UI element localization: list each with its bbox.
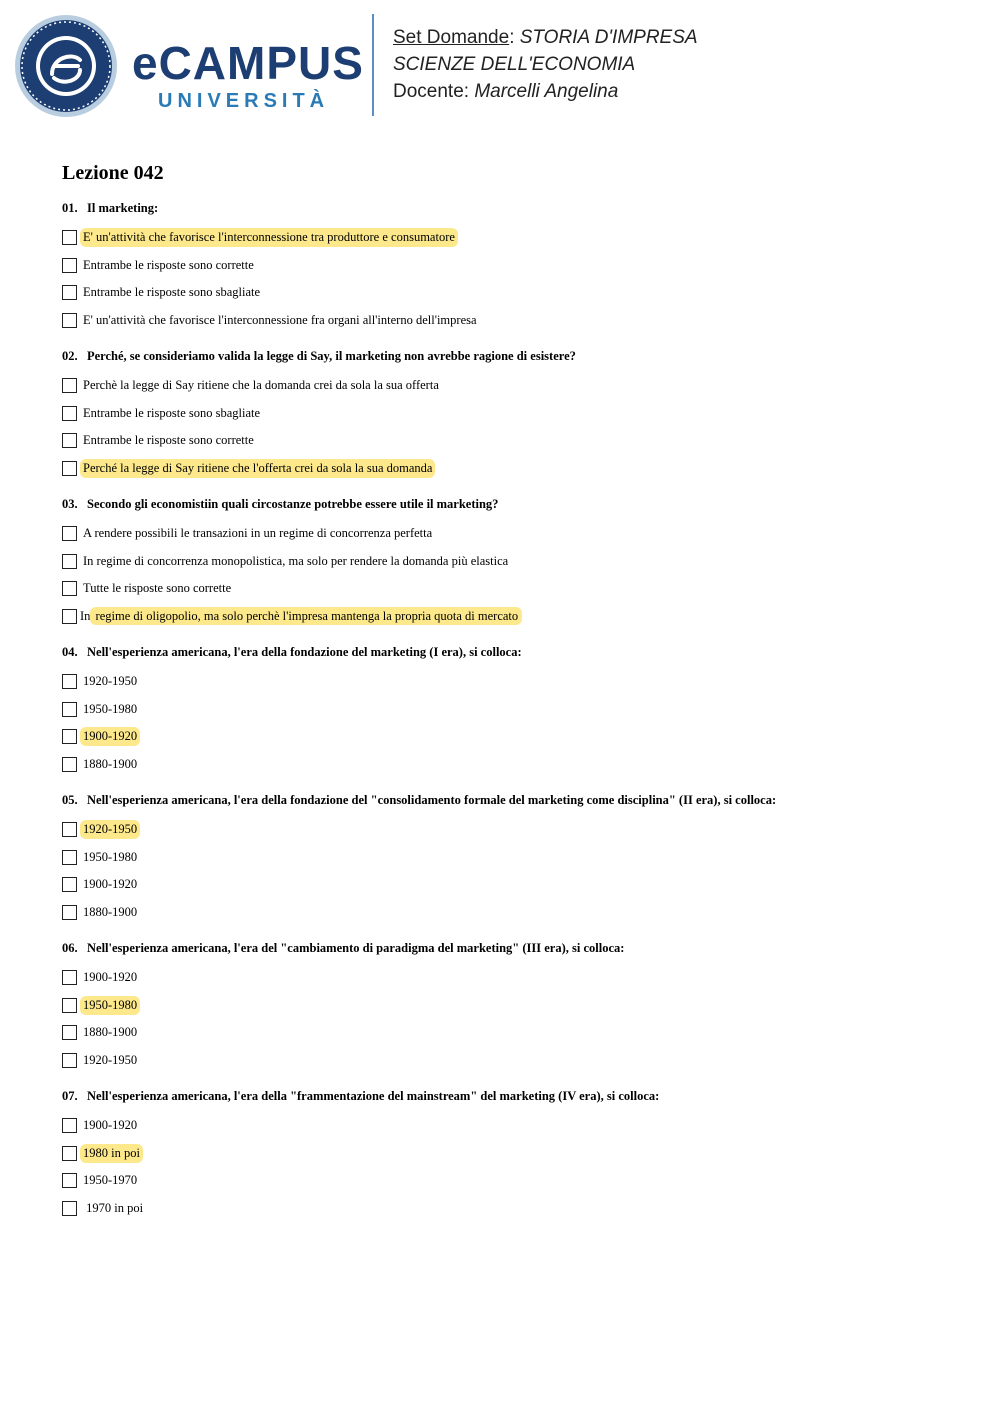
answer-checkbox[interactable] bbox=[62, 406, 77, 421]
question-number: 07. bbox=[62, 1089, 78, 1103]
answer-option[interactable] bbox=[62, 668, 962, 696]
answer-option[interactable] bbox=[62, 1019, 962, 1047]
question bbox=[62, 348, 962, 482]
answer-label: Entrambe le risposte sono corrette bbox=[83, 257, 254, 272]
answer-checkbox[interactable] bbox=[62, 702, 77, 717]
question-prompt: Perché, se consideriamo valida la legge di Say, il marketing non avrebbe ragione di esistere? bbox=[87, 349, 576, 363]
answer-label: E' un'attività che favorisce l'interconnessione fra organi all'interno dell'impresa bbox=[83, 312, 477, 327]
answer-option[interactable] bbox=[62, 548, 962, 576]
answer-option[interactable] bbox=[62, 964, 962, 992]
question bbox=[62, 644, 962, 778]
answer-option[interactable] bbox=[62, 1195, 962, 1223]
answer-option[interactable] bbox=[62, 279, 962, 307]
answer-checkbox[interactable] bbox=[62, 378, 77, 393]
answer-label-highlighted: 1900-1920 bbox=[80, 727, 140, 746]
teacher-line bbox=[393, 78, 698, 105]
answer-label: 1880-1900 bbox=[83, 1025, 138, 1040]
answer-checkbox[interactable] bbox=[62, 905, 77, 920]
answer-checkbox[interactable] bbox=[62, 433, 77, 448]
set-line: Set Domande: STORIA D'IMPRESA bbox=[393, 27, 698, 48]
answer-option[interactable] bbox=[62, 224, 962, 252]
answer-checkbox[interactable] bbox=[62, 313, 77, 328]
answer-option[interactable] bbox=[62, 844, 962, 872]
answer-option[interactable] bbox=[62, 427, 962, 455]
question-text bbox=[62, 348, 962, 364]
answer-checkbox[interactable] bbox=[62, 970, 77, 985]
question-list bbox=[62, 200, 962, 1222]
question-text bbox=[62, 1088, 962, 1104]
answer-label: Tutte le risposte sono corrette bbox=[83, 581, 232, 596]
question-prompt: Nell'esperienza americana, l'era della fondazione del "consolidamento formale del marketing come disciplina" (II era), si colloca: bbox=[87, 793, 777, 807]
answer-option[interactable] bbox=[62, 1112, 962, 1140]
question bbox=[62, 200, 962, 334]
question-prompt: Nell'esperienza americana, l'era della fondazione del marketing (I era), si colloca: bbox=[87, 645, 522, 659]
answer-label: 1950-1980 bbox=[83, 701, 138, 716]
brand-name: eCAMPUS bbox=[132, 37, 364, 89]
question bbox=[62, 940, 962, 1074]
answer-checkbox[interactable] bbox=[62, 1025, 77, 1040]
answer-label-highlighted: Perché la legge di Say ritiene che l'offerta crei da sola la sua domanda bbox=[80, 459, 435, 478]
answer-option[interactable] bbox=[62, 899, 962, 927]
answer-label: 1900-1920 bbox=[83, 877, 138, 892]
ecampus-seal-logo bbox=[14, 14, 118, 118]
question-text bbox=[62, 792, 962, 808]
answer-option[interactable] bbox=[62, 252, 962, 280]
answer-label: A rendere possibili le transazioni in un regime di concorrenza perfetta bbox=[83, 526, 433, 541]
answer-option[interactable] bbox=[62, 603, 962, 631]
answer-label: 1900-1920 bbox=[83, 970, 138, 985]
answer-option[interactable] bbox=[62, 871, 962, 899]
answer-label-prefix: In bbox=[80, 608, 91, 623]
answer-label-highlighted: 1980 in poi bbox=[80, 1144, 143, 1163]
answer-label: 1920-1950 bbox=[83, 674, 138, 689]
set-label: Set Domande bbox=[393, 27, 510, 48]
answer-checkbox[interactable] bbox=[62, 1146, 77, 1161]
answer-option[interactable] bbox=[62, 751, 962, 779]
answer-checkbox[interactable] bbox=[62, 461, 77, 476]
answer-option[interactable] bbox=[62, 575, 962, 603]
answer-option[interactable] bbox=[62, 992, 962, 1020]
question-number: 01. bbox=[62, 201, 78, 215]
brand-wordmark bbox=[132, 37, 364, 112]
question-prompt: Nell'esperienza americana, l'era della "frammentazione del mainstream" del marketing (IV era), si colloca: bbox=[87, 1089, 660, 1103]
lesson-title: Lezione 042 bbox=[62, 162, 164, 184]
question-prompt: Il marketing: bbox=[87, 201, 159, 215]
question-number: 02. bbox=[62, 349, 78, 363]
answer-checkbox[interactable] bbox=[62, 1201, 77, 1216]
answer-label: 1900-1920 bbox=[83, 1118, 138, 1133]
question-prompt: Nell'esperienza americana, l'era del "cambiamento di paradigma del marketing" (III era), si colloca: bbox=[87, 941, 625, 955]
answer-checkbox[interactable] bbox=[62, 609, 77, 624]
answer-checkbox[interactable] bbox=[62, 674, 77, 689]
question bbox=[62, 1088, 962, 1222]
answer-label: 1920-1950 bbox=[83, 1052, 138, 1067]
question-text bbox=[62, 940, 962, 956]
answer-label: 1950-1970 bbox=[83, 1173, 138, 1188]
answer-option[interactable] bbox=[62, 372, 962, 400]
answer-checkbox[interactable] bbox=[62, 850, 77, 865]
faculty: SCIENZE DELL'ECONOMIA bbox=[393, 54, 636, 75]
answer-label-highlighted: 1950-1980 bbox=[80, 996, 140, 1015]
answer-label: Entrambe le risposte sono sbagliate bbox=[83, 285, 261, 300]
answer-checkbox[interactable] bbox=[62, 822, 77, 837]
answer-option[interactable] bbox=[62, 400, 962, 428]
teacher-label: Docente: bbox=[393, 81, 470, 102]
answer-label: Entrambe le risposte sono sbagliate bbox=[83, 405, 261, 420]
question-number: 06. bbox=[62, 941, 78, 955]
answer-checkbox[interactable] bbox=[62, 581, 77, 596]
answer-option[interactable] bbox=[62, 1140, 962, 1168]
brand-subtitle: UNIVERSITÀ bbox=[158, 90, 330, 112]
answer-option[interactable] bbox=[62, 816, 962, 844]
question-set bbox=[62, 160, 962, 1236]
answer-label: Entrambe le risposte sono corrette bbox=[83, 433, 254, 448]
answer-label bbox=[80, 609, 522, 624]
question-number: 05. bbox=[62, 793, 78, 807]
header-info bbox=[393, 24, 698, 105]
answer-checkbox[interactable] bbox=[62, 1053, 77, 1068]
answer-label: 1880-1900 bbox=[83, 756, 138, 771]
answer-checkbox[interactable] bbox=[62, 526, 77, 541]
answer-checkbox[interactable] bbox=[62, 1173, 77, 1188]
question bbox=[62, 792, 962, 926]
set-value: STORIA D'IMPRESA bbox=[519, 27, 698, 48]
answer-label: 1880-1900 bbox=[83, 904, 138, 919]
question-text bbox=[62, 200, 962, 216]
answer-checkbox[interactable] bbox=[62, 554, 77, 569]
answer-label-highlighted: regime di oligopolio, ma solo perchè l'impresa mantenga la propria quota di mercato bbox=[90, 607, 522, 625]
answer-label: Perchè la legge di Say ritiene che la domanda crei da sola la sua offerta bbox=[83, 378, 439, 393]
answer-label: 1950-1980 bbox=[83, 849, 138, 864]
answer-label: In regime di concorrenza monopolistica, ma solo per rendere la domanda più elastica bbox=[83, 553, 509, 568]
answer-checkbox[interactable] bbox=[62, 285, 77, 300]
question bbox=[62, 496, 962, 630]
answer-checkbox[interactable] bbox=[62, 258, 77, 273]
answer-option[interactable] bbox=[62, 1047, 962, 1075]
question-prompt: Secondo gli economistiin quali circostanze potrebbe essere utile il marketing? bbox=[87, 497, 499, 511]
question-text bbox=[62, 496, 962, 512]
answer-option[interactable] bbox=[62, 696, 962, 724]
answer-option[interactable] bbox=[62, 307, 962, 335]
answer-checkbox[interactable] bbox=[62, 877, 77, 892]
teacher-value: Marcelli Angelina bbox=[474, 81, 619, 102]
page-header bbox=[0, 0, 1000, 130]
answer-checkbox[interactable] bbox=[62, 757, 77, 772]
header-divider bbox=[372, 14, 374, 116]
question-number: 04. bbox=[62, 645, 78, 659]
answer-option[interactable] bbox=[62, 520, 962, 548]
answer-option[interactable] bbox=[62, 723, 962, 751]
answer-label-highlighted: E' un'attività che favorisce l'interconnessione tra produttore e consumatore bbox=[80, 228, 458, 247]
answer-option[interactable] bbox=[62, 1167, 962, 1195]
question-number: 03. bbox=[62, 497, 78, 511]
answer-checkbox[interactable] bbox=[62, 729, 77, 744]
answer-checkbox[interactable] bbox=[62, 230, 77, 245]
answer-label: 1970 in poi bbox=[83, 1200, 144, 1215]
answer-option[interactable] bbox=[62, 455, 962, 483]
answer-checkbox[interactable] bbox=[62, 1118, 77, 1133]
question-text bbox=[62, 644, 962, 660]
answer-label-highlighted: 1920-1950 bbox=[80, 820, 140, 839]
answer-checkbox[interactable] bbox=[62, 998, 77, 1013]
